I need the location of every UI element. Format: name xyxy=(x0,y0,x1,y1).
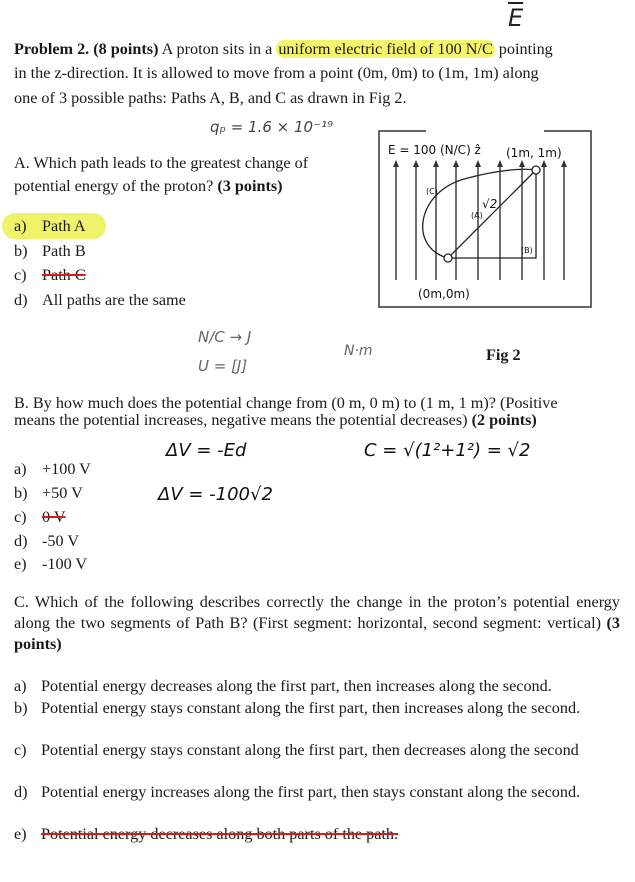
path-c-label: (C) xyxy=(426,187,438,196)
handwritten-units-3: N·m xyxy=(344,343,373,359)
handwritten-distance: C = √(1²+1²) = √2 xyxy=(364,440,531,461)
highlighted-field-text: uniform electric field of 100 N/C xyxy=(278,40,493,58)
sqrt2-note: √2 xyxy=(482,197,498,211)
part-a-option-c[interactable]: c) Path C xyxy=(14,266,86,284)
end-point xyxy=(532,166,540,174)
part-a-option-b[interactable]: b) Path B xyxy=(14,242,86,260)
start-point xyxy=(444,254,452,262)
path-b-label: (B) xyxy=(521,246,533,255)
part-b-option-a[interactable]: a) +100 V xyxy=(14,460,91,478)
figure-caption: Fig 2 xyxy=(486,346,521,364)
part-c-option-e[interactable]: e) Potential energy decreases along both parts of the path. xyxy=(14,825,399,843)
path-a-label: (A) xyxy=(471,211,483,220)
end-point-label: (1m, 1m) xyxy=(506,146,562,160)
problem-heading: Problem 2. (8 points) xyxy=(14,40,159,58)
part-a-question: A. Which path leads to the greatest change of xyxy=(14,154,309,172)
part-b-question-line2: means the potential increases, negative means the potential decreases) (2 points) xyxy=(14,411,537,429)
part-a-question-line2: potential energy of the proton? (3 points) xyxy=(14,177,283,195)
part-b-option-e[interactable]: e) -100 V xyxy=(14,555,88,573)
part-b-points: (2 points) xyxy=(471,411,537,429)
part-b-option-d[interactable]: d) -50 V xyxy=(14,532,80,550)
handwritten-units-1: N/C → J xyxy=(198,328,252,346)
problem-line-2: in the z-direction. It is allowed to move from a point (0m, 0m) to (1m, 1m) along xyxy=(14,64,539,82)
part-b-option-c[interactable]: c) 0 V xyxy=(14,508,66,526)
part-c-option-a[interactable]: a) Potential energy decreases along the first part, then increases along the second. xyxy=(14,677,552,695)
part-b-question: B. By how much does the potential change from (0 m, 0 m) to (1 m, 1 m)? (Positive xyxy=(14,394,558,412)
part-b-option-b[interactable]: b) +50 V xyxy=(14,484,83,502)
part-a-option-a[interactable]: a) Path A xyxy=(14,217,86,235)
part-c-option-b[interactable]: b) Potential energy stays constant along the first part, then increases along the second. xyxy=(14,699,581,717)
part-c-option-c[interactable]: c) Potential energy stays constant along the first part, then decreases along the second xyxy=(14,741,579,759)
problem-line-3: one of 3 possible paths: Paths A, B, and C as drawn in Fig 2. xyxy=(14,89,407,107)
field-label: E = 100 (N/C) ẑ xyxy=(388,143,481,157)
part-c-question: C. Which of the following describes correctly the change in the proton’s potential energy along the two segments of Path B? (First segment: horizontal, second segment: vertical) (3 points) xyxy=(14,593,620,653)
start-point-label: (0m,0m) xyxy=(418,287,470,301)
problem-text-before: A proton sits in a xyxy=(161,40,273,58)
problem-text-after: pointing xyxy=(498,40,553,58)
part-a-points: (3 points) xyxy=(217,177,283,195)
handwritten-e-vector: $\overline{E}$ xyxy=(508,4,524,32)
handwritten-delta-v-1: ΔV = -Ed xyxy=(166,440,247,461)
handwritten-charge-note: qₚ = 1.6 × 10⁻¹⁹ xyxy=(210,118,334,136)
problem-line-1 xyxy=(14,38,553,60)
handwritten-delta-v-2: ΔV = -100√2 xyxy=(158,484,273,505)
part-c-option-d[interactable]: d) Potential energy increases along the first part, then stays constant along the second. xyxy=(14,783,581,801)
part-a-option-d[interactable]: d) All paths are the same xyxy=(14,291,186,309)
handwritten-units-2: U = [J] xyxy=(198,357,248,375)
part-c-points: (3 points) xyxy=(14,614,620,653)
figure-2 xyxy=(378,130,592,308)
